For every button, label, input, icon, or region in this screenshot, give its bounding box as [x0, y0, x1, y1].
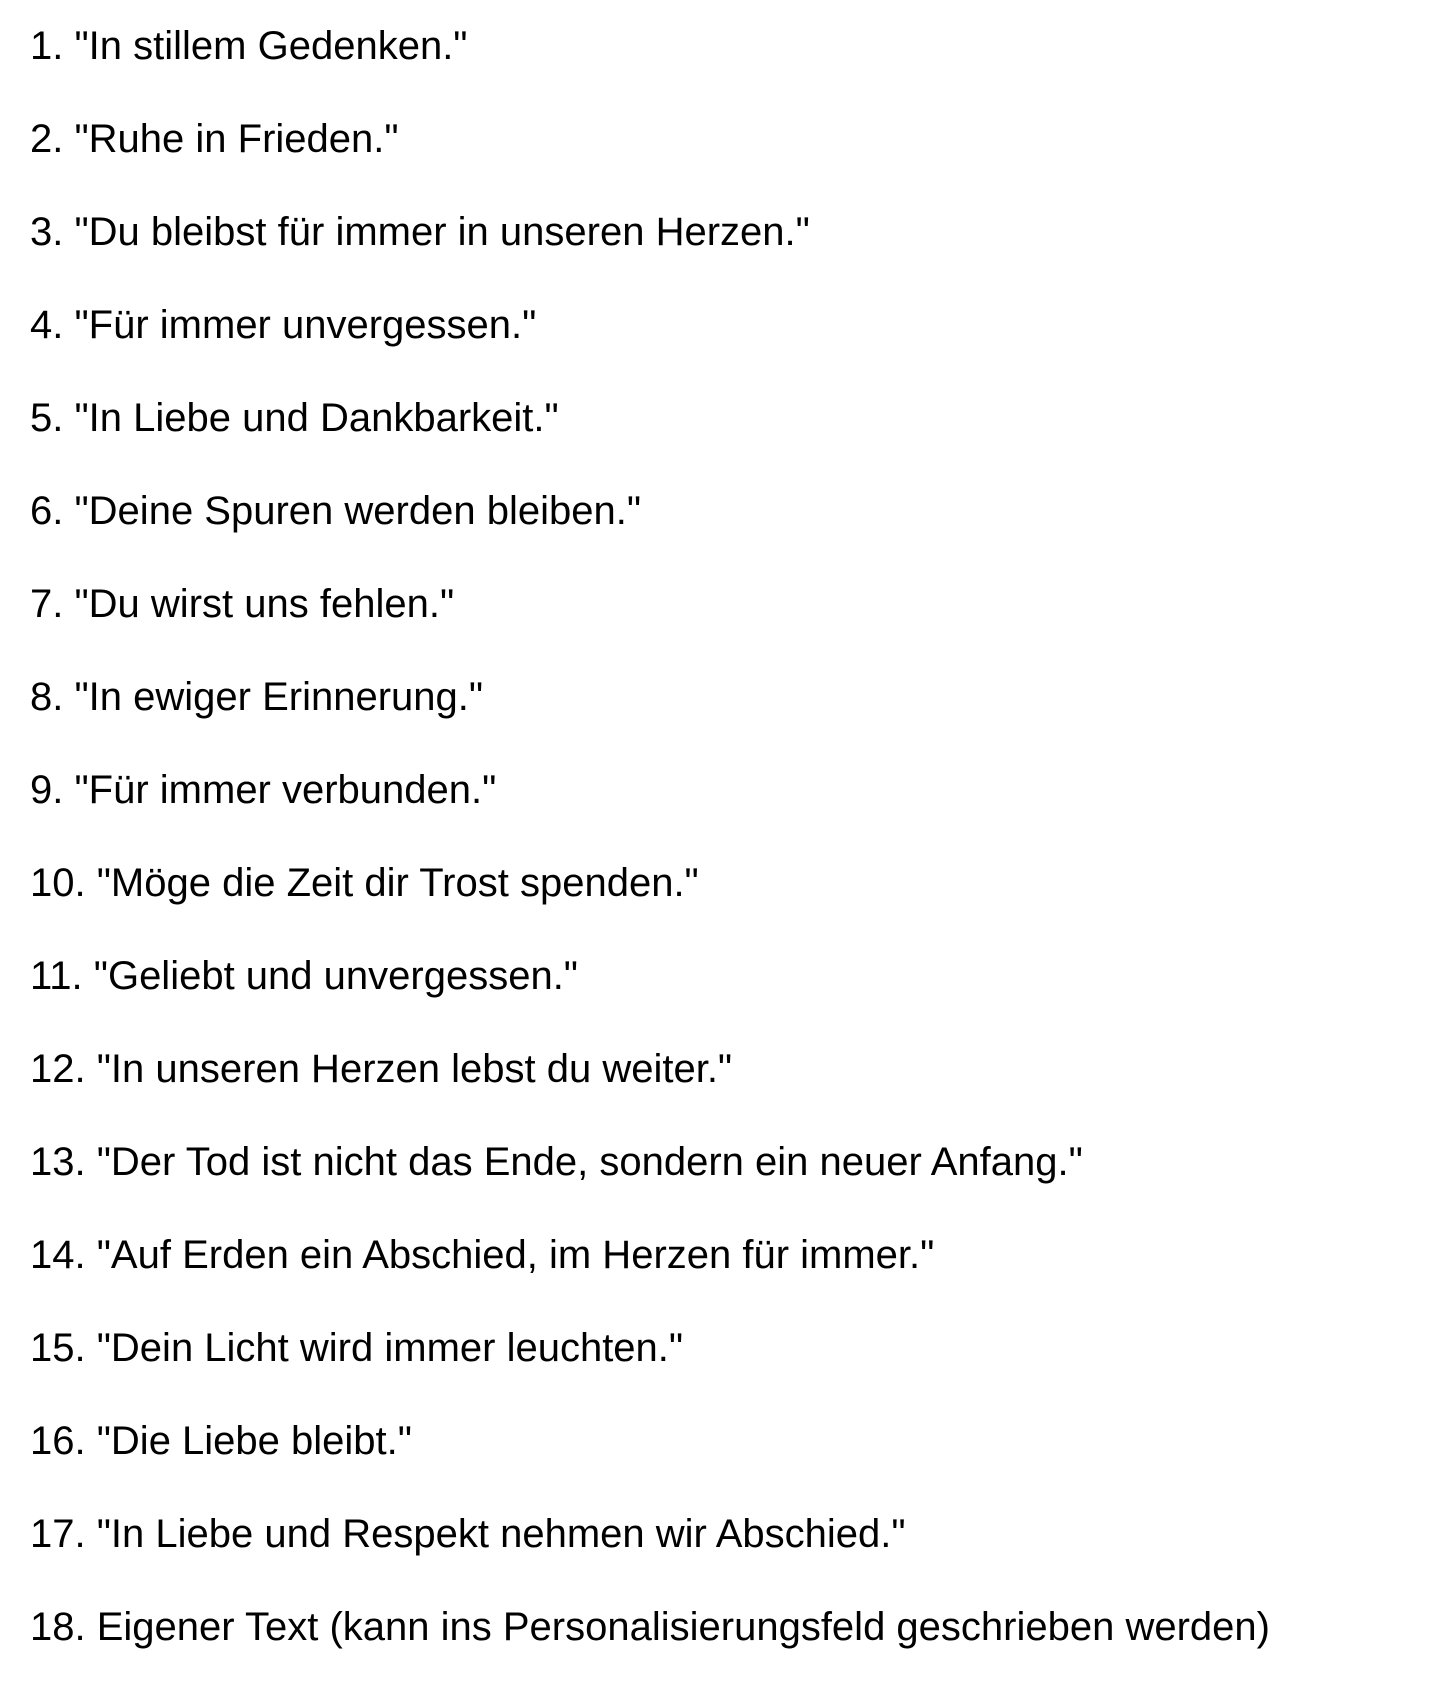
list-item: 7. "Du wirst uns fehlen."	[30, 582, 455, 626]
document-page	[30, 22, 1430, 1651]
list-item: 1. "In stillem Gedenken."	[30, 24, 468, 68]
phrase-list	[30, 22, 1430, 1651]
list-item: 4. "Für immer unvergessen."	[30, 303, 537, 347]
list-item: 10. "Möge die Zeit dir Trost spenden."	[30, 861, 699, 905]
list-item: 16. "Die Liebe bleibt."	[30, 1419, 412, 1463]
list-item: 12. "In unseren Herzen lebst du weiter."	[30, 1047, 733, 1091]
list-item: 14. "Auf Erden ein Abschied, im Herzen für immer."	[30, 1233, 935, 1277]
list-item: 18. Eigener Text (kann ins Personalisierungsfeld geschrieben werden)	[30, 1605, 1270, 1649]
list-item: 8. "In ewiger Erinnerung."	[30, 675, 484, 719]
list-item: 17. "In Liebe und Respekt nehmen wir Abschied."	[30, 1512, 906, 1556]
list-item: 11. "Geliebt und unvergessen."	[30, 954, 579, 998]
list-item: 9. "Für immer verbunden."	[30, 768, 497, 812]
list-item: 3. "Du bleibst für immer in unseren Herzen."	[30, 210, 810, 254]
list-item: 5. "In Liebe und Dankbarkeit."	[30, 396, 559, 440]
list-item: 15. "Dein Licht wird immer leuchten."	[30, 1326, 684, 1370]
list-item: 2. "Ruhe in Frieden."	[30, 117, 399, 161]
list-item: 13. "Der Tod ist nicht das Ende, sondern ein neuer Anfang."	[30, 1140, 1083, 1184]
list-item: 6. "Deine Spuren werden bleiben."	[30, 489, 642, 533]
